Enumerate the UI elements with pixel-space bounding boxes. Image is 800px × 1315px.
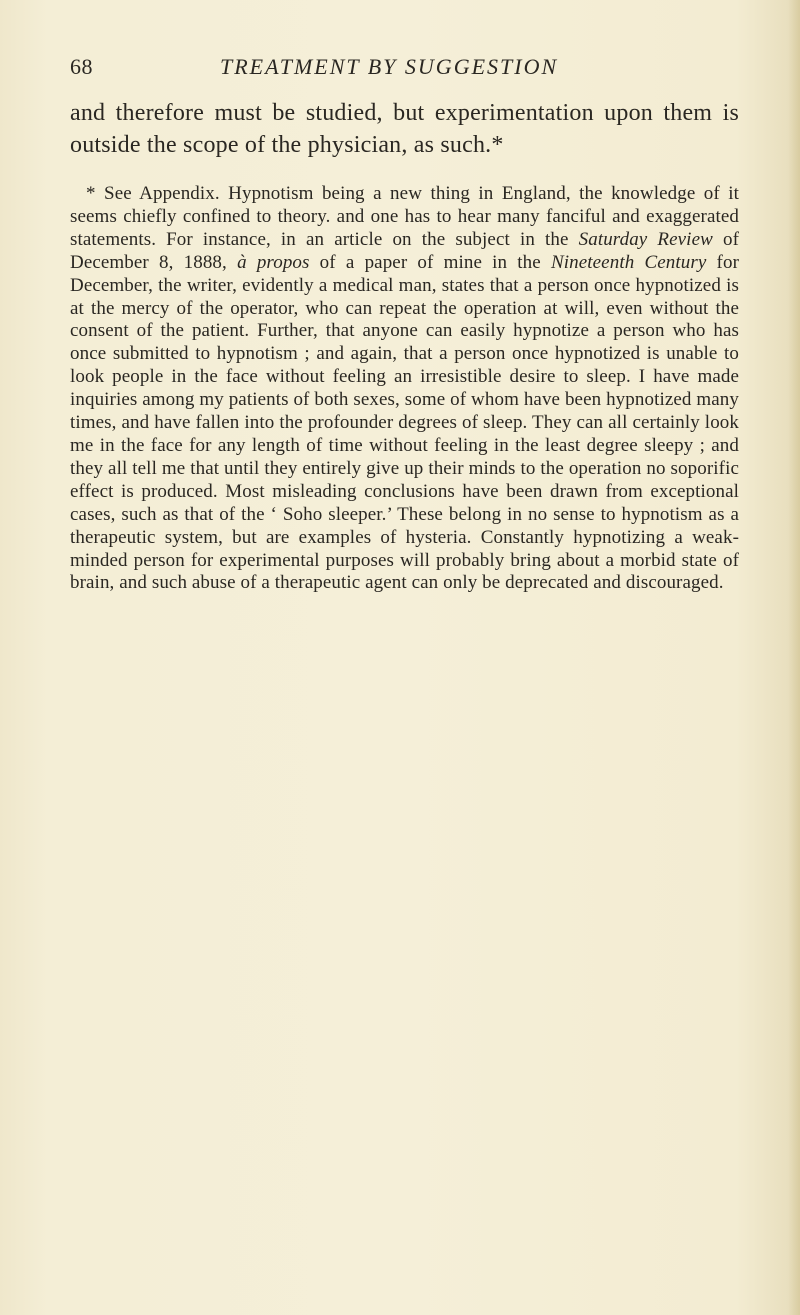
footnote-text-2: of December 8, 1888,: [70, 228, 739, 273]
journal-title-saturday-review: Saturday Review: [578, 228, 713, 250]
footnote-text-4: for December, the writer, evidently a medical man, states that a person once hypnotized is at the mercy of the operator, who can repeat the operation at will, even without the consent of the patient. Further, that anyone can easily hypnotize a person who has once submitted to hypnotism ; and again, that a person once hypnotized is unable to look people in the face without feeling an irresistible desire to sleep. I have made inquiries among my patients of both sexes, some of whom have been hypnotized many times, and have fallen into the profounder degrees of sleep. They can all certainly look me in the face for any length of time without feeling in the least degree sleepy ; and they all tell me that until they entirely give up their minds to the operation no soporific effect is produced. Most misleading conclusions have been drawn from exceptional cases, such as that of the ‘ Soho sleeper.’ These belong in no sense to hypnotism as a therapeutic system, but are examples of hysteria. Constantly hypnotizing a weak-minded person for experimental purposes will probably bring about a morbid state of brain, and such abuse of a therapeutic agent can only be deprecated and discouraged.: [70, 251, 739, 594]
journal-title-nineteenth-century: Nineteenth Century: [550, 251, 707, 273]
footnote-text-1: * See Appendix. Hypnotism being a new thing in England, the knowledge of it seems chiefly confined to theory. and one has to hear many fanciful and exaggerated statements. For instance, in an article on the subject in the: [70, 183, 739, 250]
main-paragraph: and therefore must be studied, but experimentation upon them is outside the scope of the physician, as such.*: [70, 100, 739, 158]
footnote: [70, 183, 739, 595]
page-header: [70, 52, 740, 86]
phrase-a-propos: à propos: [237, 251, 310, 273]
page-number: 68: [70, 54, 93, 79]
page-edge-shadow: [788, 0, 800, 1315]
running-head: TREATMENT BY SUGGESTION: [220, 54, 559, 79]
footnote-text-3: of a paper of mine in the: [309, 251, 551, 273]
